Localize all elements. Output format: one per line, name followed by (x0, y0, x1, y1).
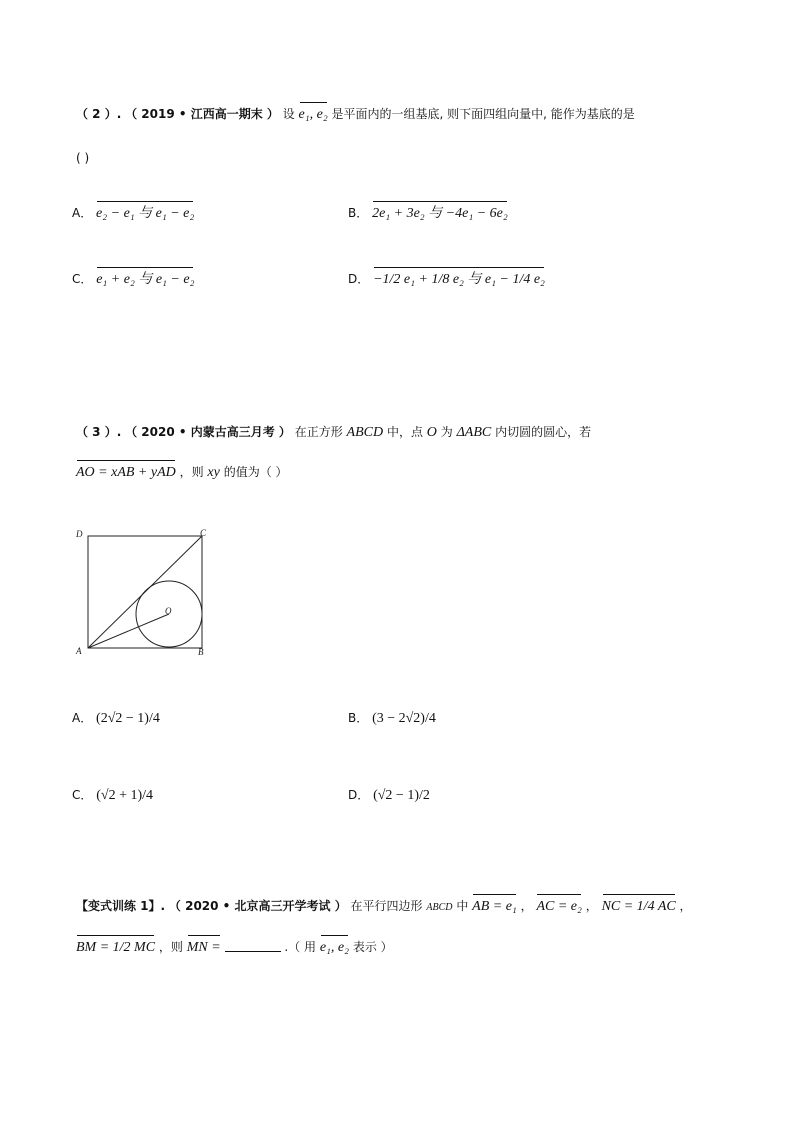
q3-stem-line-2 (76, 466, 288, 480)
bs-ask-3: 表示 ） (352, 940, 393, 954)
q3-stem-3: 为 (440, 425, 453, 439)
bs-stem-2: 中 (456, 899, 469, 913)
bs-cond-2: AC = e₂ (536, 899, 582, 914)
q2-option-d (348, 273, 545, 287)
q3-point-name: O (426, 425, 437, 440)
q3-number: （ 3 ）. (76, 425, 122, 439)
q3-source: （ 2020 • 内蒙古高三月考 ） (125, 425, 291, 439)
q2-option-b (348, 207, 508, 221)
bs-ask-vectors: e₁, e₂ (319, 940, 349, 955)
q3-stem-line (76, 426, 591, 440)
q3-stem-1: 在正方形 (294, 425, 343, 439)
label-b: B (198, 647, 204, 657)
q2-stem-pre: 设 (282, 107, 295, 121)
q3-equation: AO = xAB + yAD (76, 465, 176, 480)
q2-stem-vectors: e₁, e₂ (298, 107, 328, 122)
q2-source: （ 2019 • 江西高一期末 ） (125, 107, 279, 121)
q3-square-name: ABCD (346, 425, 384, 440)
q3-stem-2: 中，点 (386, 425, 423, 439)
segment-ao (88, 614, 169, 648)
q3-triangle-name: ΔABC (456, 425, 492, 440)
q2-option-c-expr: e₁ + e₂ 与 e₁ − e₂ (96, 272, 195, 287)
q3-option-c-expr: (√2 + 1)/4 (96, 788, 154, 803)
bs-answer-blank[interactable] (225, 950, 281, 952)
label-o: O (165, 606, 172, 616)
q3-option-d-expr: (√2 − 1)/2 (373, 788, 430, 803)
q3-square-figure (72, 524, 222, 660)
bs-stem-1: 在平行四边形 (350, 899, 423, 913)
q3-option-a-expr: (2√2 − 1)/4 (96, 711, 160, 726)
q2-option-c-label: C． (72, 272, 93, 286)
q2-answer-paren: ( ) (76, 151, 90, 165)
q2-option-b-label: B． (348, 206, 369, 220)
q2-option-a (72, 207, 194, 221)
q3-stem-5: ，则 (179, 465, 204, 479)
q2-option-d-expr: −1/2 e₁ + 1/8 e₂ 与 e₁ − 1/4 e₂ (373, 272, 545, 287)
q2-option-b-expr: 2e₁ + 3e₂ 与 −4e₁ − 6e₂ (372, 206, 508, 221)
q3-option-c (72, 789, 153, 803)
label-d: D (76, 529, 83, 539)
q2-number: （ 2 ）. (76, 107, 122, 121)
bs-cond-1: AB = e₁ (472, 899, 517, 914)
q3-option-c-label: C． (72, 788, 93, 802)
bs-source: （ 2020 • 北京高三开学考试 ） (168, 899, 347, 913)
q3-xy: xy (207, 465, 220, 480)
q3-option-a-label: A． (72, 711, 93, 725)
bs-ask-2: .（ 用 (284, 940, 316, 954)
q2-stem-post: 是平面内的一组基底, 则下面四组向量中, 能作为基底的是 (331, 107, 635, 121)
q3-stem-4: 内切圆的圆心，若 (495, 425, 592, 439)
bs-cond-4: BM = 1/2 MC (76, 940, 156, 955)
bs-shape: ABCD (426, 902, 453, 913)
q3-option-d-label: D． (348, 788, 370, 802)
bs-stem-line: 【变式训练 1】. （ 2020 • 北京高三开学考试 ） 在平行四边形 ABCD 中 AB = e₁ ， AC = e₂ ， NC = 1/4 AC ， (76, 899, 692, 914)
bs-tag: 【变式训练 1】. (76, 899, 166, 913)
q3-option-b-expr: (3 − 2√2)/4 (372, 711, 436, 726)
q3-option-a (72, 712, 160, 726)
q2-option-a-expr: e₂ − e₁ 与 e₁ − e₂ (96, 206, 195, 221)
label-a: A (76, 646, 82, 656)
bs-cond-3: NC = 1/4 AC (601, 899, 676, 914)
q2-stem-line (76, 108, 635, 122)
q2-option-a-label: A． (72, 206, 93, 220)
bs-ask-1: ，则 (158, 940, 183, 954)
q3-option-b-label: B． (348, 711, 369, 725)
q2-option-d-label: D． (348, 272, 370, 286)
q3-stem-6: 的值为（ ） (223, 465, 288, 479)
q2-option-c (72, 273, 194, 287)
q3-option-d (348, 789, 430, 803)
bs-stem-line-2 (76, 941, 393, 955)
label-c: C (200, 528, 207, 538)
bs-ask-vec: MN = (186, 940, 221, 955)
q3-option-b (348, 712, 436, 726)
